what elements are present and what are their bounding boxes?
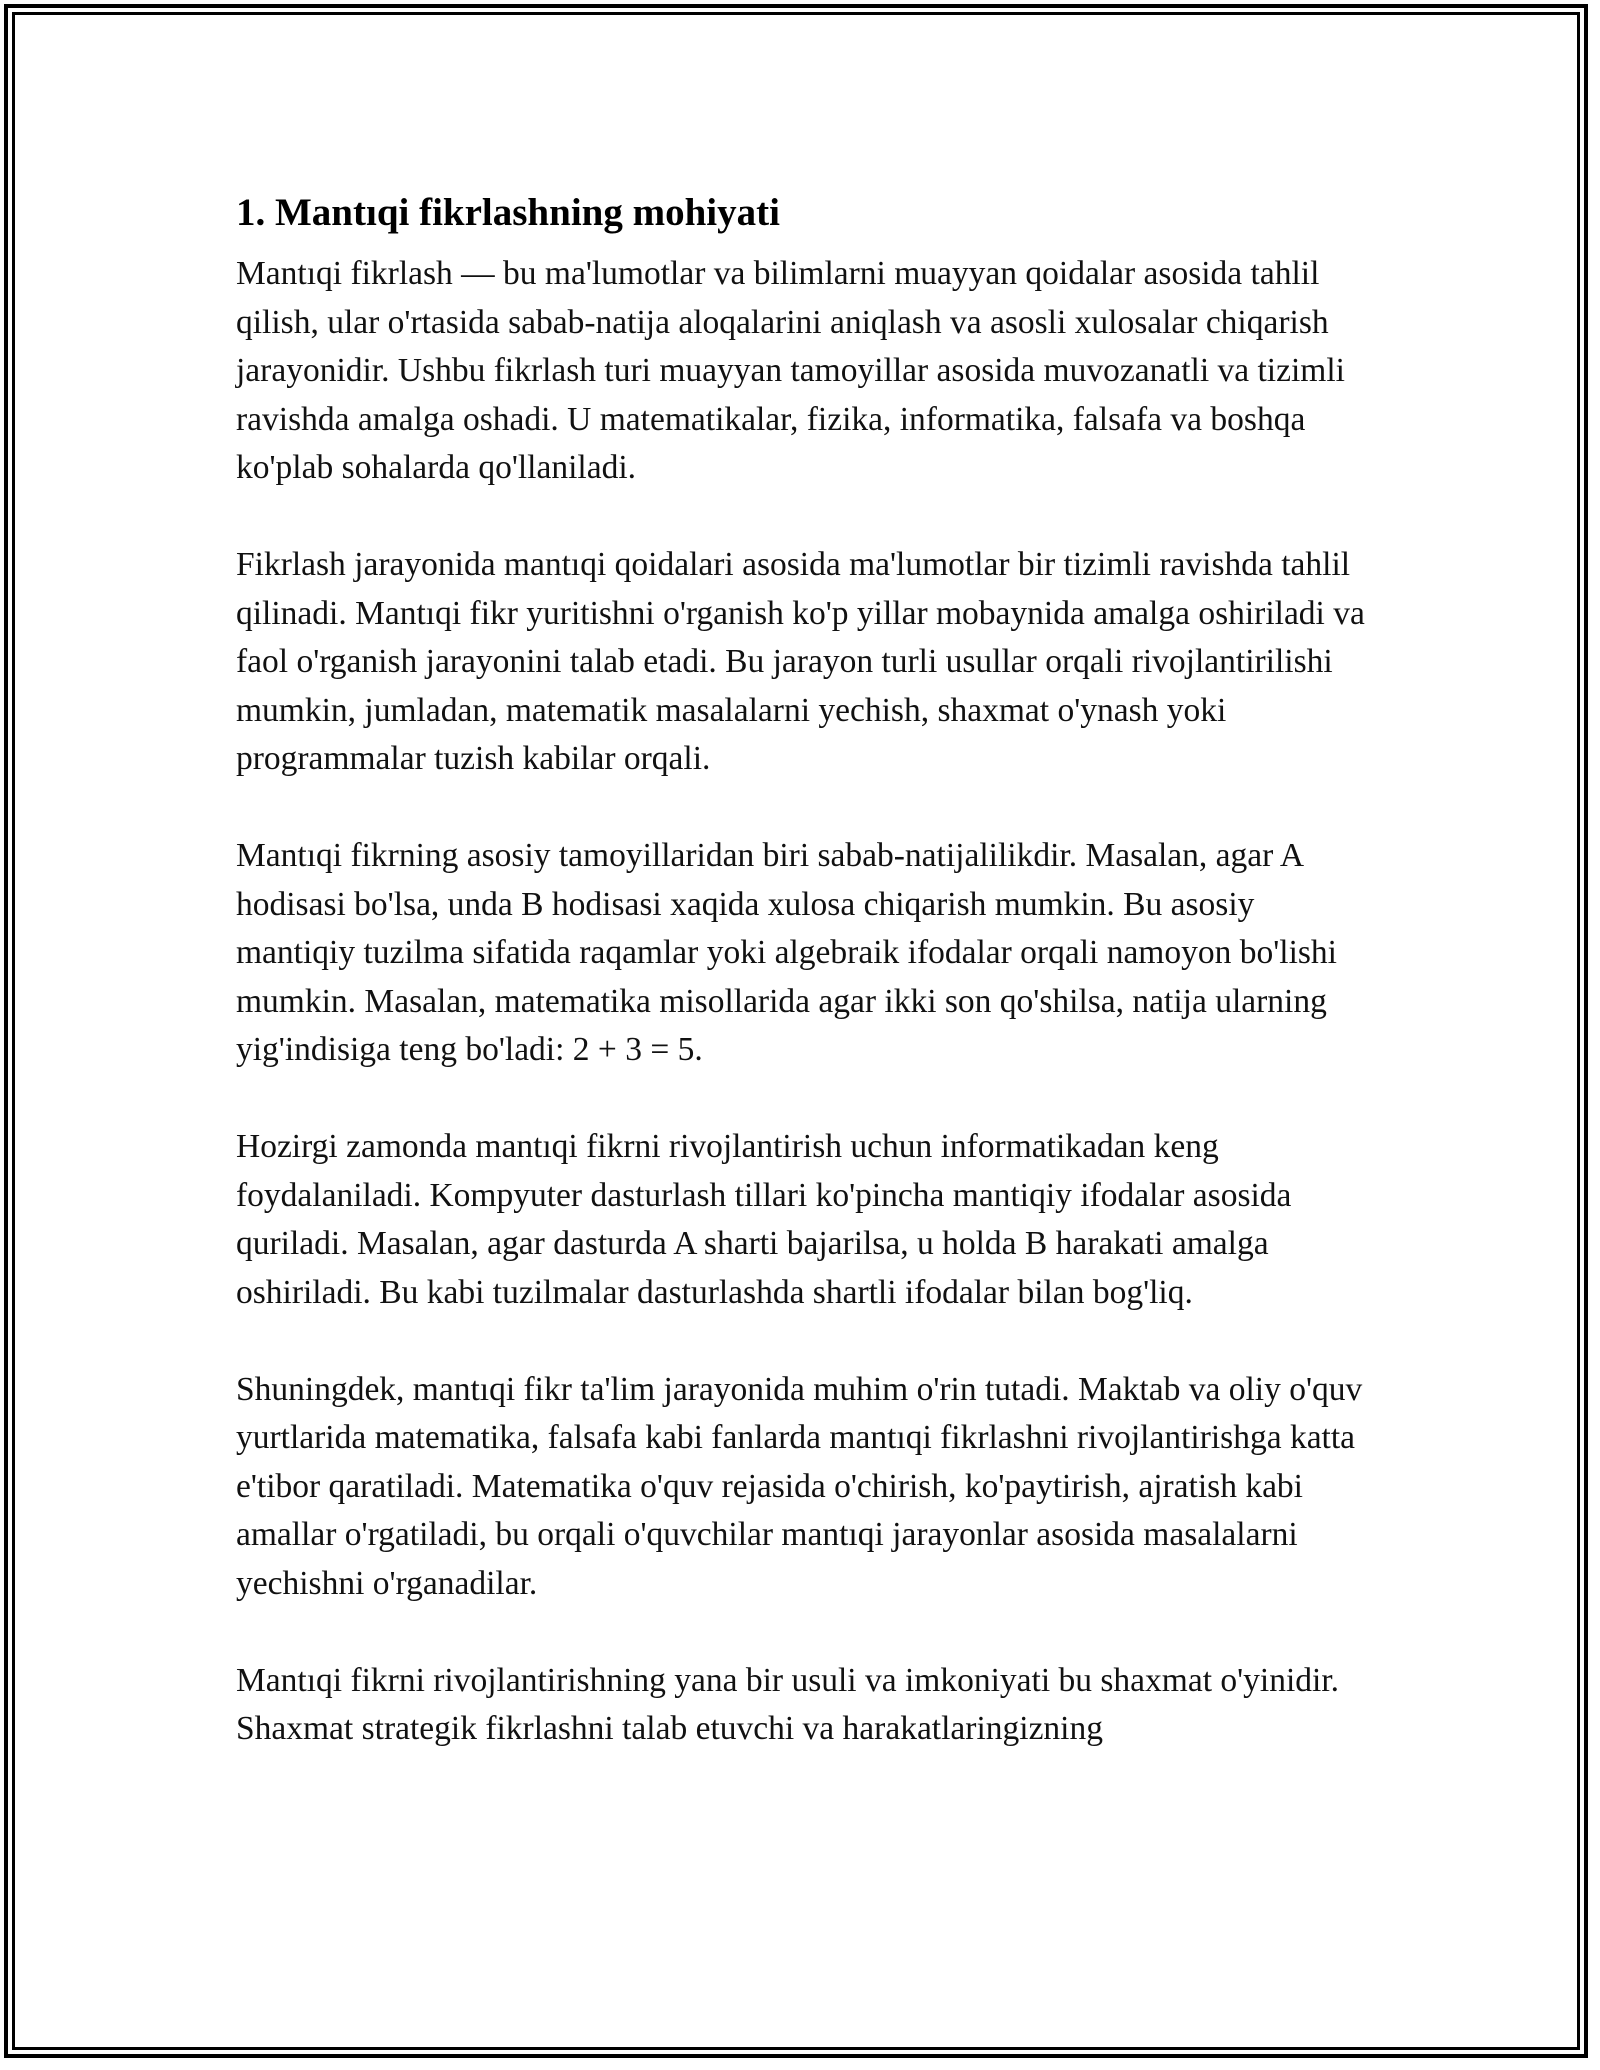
- paragraph-3: Mantıqi fikrning asosiy tamoyillaridan biri sabab-natijalilikdir. Masalan, agar A hodisasi bo'lsa, unda B hodisasi xaqida xulosa chiqarish mumkin. Bu asosiy mantiqiy tuzilma sifatida raqamlar yoki algebraik ifodalar orqali namoyon bo'lishi mumkin. Masalan, matematika misollarida agar ikki son qo'shilsa, natija ularning yig'indisiga teng bo'ladi: 2 + 3 = 5.: [236, 837, 1337, 1068]
- paragraph-2: Fikrlash jarayonida mantıqi qoidalari asosida ma'lumotlar bir tizimli ravishda tahlil qilinadi. Mantıqi fikr yuritishni o'rganish ko'p yillar mobaynida amalga oshiriladi va faol o'rganish jarayonini talab etadi. Bu jarayon turli usullar orqali rivojlantirilishi mumkin, jumladan, matematik masalalarni yechish, shaxmat o'ynash yoki programmalar tuzish kabilar orqali.: [236, 546, 1365, 777]
- paragraph-5: Shuningdek, mantıqi fikr ta'lim jarayonida muhim o'rin tutadi. Maktab va oliy o'quv yurtlarida matematika, falsafa kabi fanlarda mantıqi fikrlashni rivojlantirishga katta e'tibor qaratiladi. Matematika o'quv rejasida o'chirish, ko'paytirish, ajratish kabi amallar o'rgatiladi, bu orqali o'quvchilar mantıqi jarayonlar asosida masalalarni yechishni o'rganadilar.: [236, 1370, 1363, 1602]
- document-body: [236, 184, 1376, 1754]
- section-heading: 1. Mantıqi fikrlashning mohiyati: [236, 191, 780, 234]
- paragraph-4: Hozirgi zamonda mantıqi fikrni rivojlantirish uchun informatikadan keng foydalaniladi. Kompyuter dasturlash tillari ko'pincha mantiqiy ifodalar asosida quriladi. Masalan, agar dasturda A sharti bajarilsa, u holda B harakati amalga oshiriladi. Bu kabi tuzilmalar dasturlashda shartli ifodalar bilan bog'liq.: [236, 1128, 1292, 1311]
- paragraph-1: Mantıqi fikrlash — bu ma'lumotlar va bilimlarni muayyan qoidalar asosida tahlil qilish, ular o'rtasida sabab-natija aloqalarini aniqlash va asosli xulosalar chiqarish jarayonidir. Ushbu fikrlash turi muayyan tamoyillar asosida muvozanatli va tizimli ravishda amalga oshadi. U matematikalar, fizika, informatika, falsafa va boshqa ko'plab sohalarda qo'llaniladi.: [236, 255, 1345, 486]
- paragraph-6: Mantıqi fikrni rivojlantirishning yana bir usuli va imkoniyati bu shaxmat o'yinidir. Shaxmat strategik fikrlashni talab etuvchi va harakatlaringizning: [236, 1661, 1340, 1747]
